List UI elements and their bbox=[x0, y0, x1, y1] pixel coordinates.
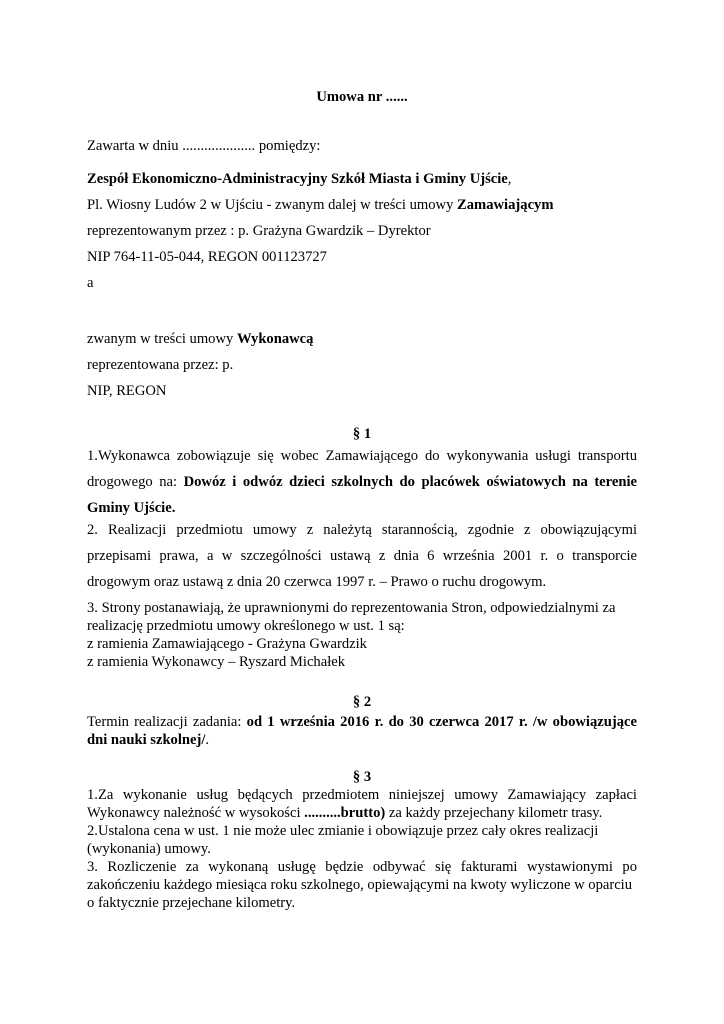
s1-p1-line1: 1.Wykonawca zobowiązuje się wobec Zamawiającego do wykonywania usługi transportu bbox=[87, 448, 637, 464]
s2-line1: Termin realizacji zadania: od 1 września 2016 r. do 30 czerwca 2017 r. /w obowiązujące bbox=[87, 714, 637, 730]
s1-p1-line3: Gminy Ujście. bbox=[87, 500, 176, 516]
s1-p2-line1: 2. Realizacji przedmiotu umowy z należytą starannością, zgodnie z obowiązującymi bbox=[87, 522, 637, 538]
s3-p3-line1: 3. Rozliczenie za wykonaną usługę będzie odbywać się fakturami wystawionymi po bbox=[87, 859, 637, 875]
party1-name: Zespół Ekonomiczno-Administracyjny Szkół Miasta i Gminy Ujście, bbox=[87, 171, 512, 187]
s3-p1-line2: Wykonawcy należność w wysokości ..........brutto) za każdy przejechany kilometr trasy. bbox=[87, 805, 603, 821]
s1-p2-line3: drogowym oraz ustawą z dnia 20 czerwca 1997 r. – Prawo o ruchu drogowym. bbox=[87, 574, 547, 590]
party1-represented: reprezentowanym przez : p. Grażyna Gwardzik – Dyrektor bbox=[87, 223, 431, 239]
s2-line2: dni nauki szkolnej/. bbox=[87, 732, 210, 748]
s1-p3-line4: z ramienia Wykonawcy – Ryszard Michałek bbox=[87, 654, 346, 670]
s3-p2-line2: (wykonania) umowy. bbox=[87, 841, 211, 857]
s1-p2-line2: przepisami prawa, a w szczególności ustawą z dnia 6 września 2001 r. o transporcie bbox=[87, 548, 637, 564]
s1-p3-line1: 3. Strony postanawiają, że uprawnionymi do reprezentowania Stron, odpowiedzialnymi za bbox=[87, 600, 616, 616]
document-title: Umowa nr ...... bbox=[316, 89, 408, 105]
section-3-heading: § 3 bbox=[352, 769, 372, 785]
s3-p3-line3: o faktycznie przejechane kilometry. bbox=[87, 895, 296, 911]
party2-ids: NIP, REGON bbox=[87, 383, 167, 399]
conjunction: a bbox=[87, 275, 94, 291]
section-2-heading: § 2 bbox=[352, 694, 372, 710]
s3-p2-line1: 2.Ustalona cena w ust. 1 nie może ulec zmianie i obowiązuje przez cały okres realizacji bbox=[87, 823, 599, 839]
party2-called: zwanym w treści umowy Wykonawcą bbox=[87, 331, 314, 347]
s1-p3-line3: z ramienia Zamawiającego - Grażyna Gwardzik bbox=[87, 636, 367, 652]
s1-p1-line2: drogowego na: Dowóz i odwóz dzieci szkolnych do placówek oświatowych na terenie bbox=[87, 474, 637, 490]
party1-address: Pl. Wiosny Ludów 2 w Ujściu - zwanym dalej w treści umowy Zamawiającym bbox=[87, 197, 554, 213]
party1-ids: NIP 764-11-05-044, REGON 001123727 bbox=[87, 249, 327, 265]
section-1-heading: § 1 bbox=[352, 426, 372, 442]
intro-line: Zawarta w dniu .................... pomiędzy: bbox=[87, 138, 321, 154]
s3-p1-line1: 1.Za wykonanie usług będących przedmiotem niniejszej umowy Zamawiający zapłaci bbox=[87, 787, 637, 803]
s1-p3-line2: realizację przedmiotu umowy określonego w ust. 1 są: bbox=[87, 618, 405, 634]
s3-p3-line2: zakończeniu każdego miesiąca roku szkolnego, opiewającymi na kwoty wyliczone w oparciu bbox=[87, 877, 633, 893]
party2-represented: reprezentowana przez: p. bbox=[87, 357, 234, 373]
